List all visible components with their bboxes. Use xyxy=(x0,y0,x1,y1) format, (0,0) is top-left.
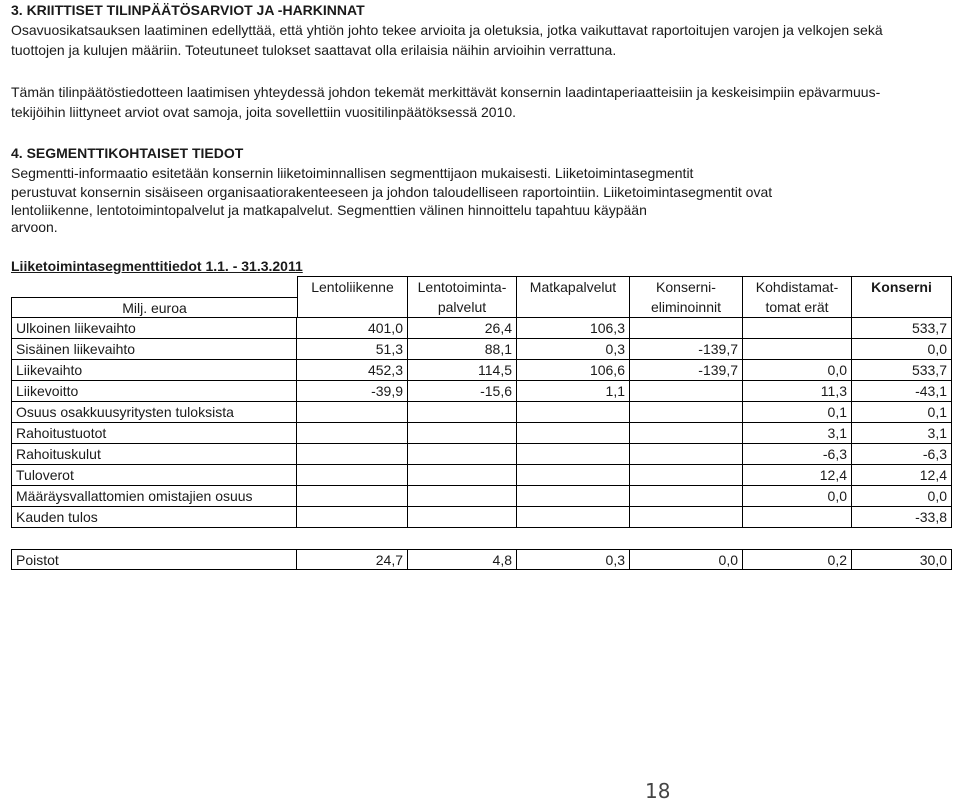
section-3-paragraph-2-line-1: Tämän tilinpäätöstiedotteen laatimisen yhteydessä johdon tekemät merkittävät konsernin laadintaperiaatteisiin ja keskeisimpiin epävarmuus- xyxy=(11,84,881,100)
table-title: Liiketoimintasegmenttitiedot 1.1. - 31.3.2011 xyxy=(11,258,303,274)
table-cell: 0,1 xyxy=(852,402,952,423)
table-row xyxy=(11,507,952,528)
table-cell: 0,3 xyxy=(517,549,630,570)
table-cell xyxy=(743,507,852,528)
table-cell xyxy=(297,402,408,423)
table-cell: eliminoinnit xyxy=(630,297,743,318)
table-cell: 24,7 xyxy=(297,549,408,570)
table-cell: -139,7 xyxy=(630,339,743,360)
page-number: 18 xyxy=(645,779,671,803)
table-cell: 3,1 xyxy=(852,423,952,444)
table-cell: Konserni xyxy=(852,276,952,297)
table-cell xyxy=(297,444,408,465)
table-cell: Konserni- xyxy=(630,276,743,297)
table-cell: -33,8 xyxy=(852,507,952,528)
table-cell xyxy=(517,423,630,444)
table-cell: 26,4 xyxy=(408,318,517,339)
table-cell xyxy=(630,507,743,528)
table-cell xyxy=(852,297,952,318)
table-cell: 401,0 xyxy=(297,318,408,339)
table-row xyxy=(11,423,952,444)
table-row xyxy=(11,339,952,360)
table-spacer xyxy=(11,528,952,549)
table-cell: 533,7 xyxy=(852,318,952,339)
table-cell xyxy=(517,465,630,486)
table-row xyxy=(11,318,952,339)
segment-table xyxy=(11,276,952,570)
table-cell xyxy=(630,423,743,444)
table-row xyxy=(11,381,952,402)
table-cell: Matkapalvelut xyxy=(517,276,630,297)
table-cell: Lentotoiminta- xyxy=(408,276,517,297)
row-label: Rahoitustuotot xyxy=(11,423,297,444)
table-cell: 3,1 xyxy=(743,423,852,444)
table-cell xyxy=(630,381,743,402)
table-row xyxy=(11,402,952,423)
table-cell xyxy=(297,486,408,507)
row-label: Liikevoitto xyxy=(11,381,297,402)
table-cell xyxy=(408,444,517,465)
table-cell: 106,3 xyxy=(517,318,630,339)
row-label xyxy=(11,276,297,297)
table-cell xyxy=(408,423,517,444)
section-4-line-2: perustuvat konsernin sisäiseen organisaatiorakenteeseen ja johdon taloudelliseen raportointiin. Liiketoimintasegmentit ovat xyxy=(11,184,773,200)
row-label: Rahoituskulut xyxy=(11,444,297,465)
table-row xyxy=(11,486,952,507)
table-cell: tomat erät xyxy=(743,297,852,318)
table-cell: 11,3 xyxy=(743,381,852,402)
table-cell xyxy=(630,444,743,465)
table-cell: -43,1 xyxy=(852,381,952,402)
table-cell: 88,1 xyxy=(408,339,517,360)
table-row xyxy=(11,360,952,381)
table-cell: 1,1 xyxy=(517,381,630,402)
table-cell xyxy=(743,339,852,360)
table-cell: 12,4 xyxy=(743,465,852,486)
table-cell xyxy=(630,486,743,507)
table-cell: 452,3 xyxy=(297,360,408,381)
section-4-line-1: Segmentti-informaatio esitetään konsernin liiketoiminnallisen segmenttijaon mukaisesti. Liiketoimintasegmentit xyxy=(11,165,694,181)
section-4-heading: 4. SEGMENTTIKOHTAISET TIEDOT xyxy=(11,145,244,161)
table-cell: 0,0 xyxy=(630,549,743,570)
table-cell xyxy=(517,507,630,528)
section-4-line-4: arvoon. xyxy=(11,219,58,235)
table-cell: -6,3 xyxy=(852,444,952,465)
table-cell: -39,9 xyxy=(297,381,408,402)
table-cell: 0,1 xyxy=(743,402,852,423)
table-cell xyxy=(517,444,630,465)
table-cell: palvelut xyxy=(408,297,517,318)
table-cell: 0,3 xyxy=(517,339,630,360)
table-cell xyxy=(297,423,408,444)
table-cell xyxy=(517,297,630,318)
table-header-row-1 xyxy=(11,276,952,297)
row-label: Tuloverot xyxy=(11,465,297,486)
table-row xyxy=(11,444,952,465)
row-label: Milj. euroa xyxy=(11,297,297,318)
table-cell: -15,6 xyxy=(408,381,517,402)
section-3-heading: 3. KRIITTISET TILINPÄÄTÖSARVIOT JA -HARKINNAT xyxy=(11,2,365,18)
table-cell: 12,4 xyxy=(852,465,952,486)
table-cell: 0,0 xyxy=(743,486,852,507)
table-cell xyxy=(630,465,743,486)
table-cell xyxy=(408,507,517,528)
row-label: Kauden tulos xyxy=(11,507,297,528)
table-cell: 106,6 xyxy=(517,360,630,381)
table-cell xyxy=(408,402,517,423)
row-label: Poistot xyxy=(11,549,297,570)
table-cell: 0,0 xyxy=(743,360,852,381)
row-label: Osuus osakkuusyritysten tuloksista xyxy=(11,402,297,423)
table-cell: -6,3 xyxy=(743,444,852,465)
table-cell xyxy=(630,318,743,339)
row-label: Sisäinen liikevaihto xyxy=(11,339,297,360)
section-3-paragraph-1-line-2: tuottojen ja kulujen määriin. Toteutuneet tulokset saattavat olla erilaisia näihin arvioihin verrattuna. xyxy=(11,42,617,58)
table-cell xyxy=(297,465,408,486)
table-header-row-2 xyxy=(11,297,952,318)
table-row-poistot xyxy=(11,549,952,570)
table-cell: 51,3 xyxy=(297,339,408,360)
table-cell xyxy=(408,465,517,486)
table-cell xyxy=(297,297,408,318)
table-cell xyxy=(297,507,408,528)
table-cell xyxy=(408,486,517,507)
table-cell xyxy=(743,318,852,339)
table-row xyxy=(11,465,952,486)
table-cell: 30,0 xyxy=(852,549,952,570)
table-cell xyxy=(517,486,630,507)
table-cell: 114,5 xyxy=(408,360,517,381)
table-cell xyxy=(630,402,743,423)
table-cell: 0,0 xyxy=(852,339,952,360)
row-label: Ulkoinen liikevaihto xyxy=(11,318,297,339)
row-label: Määräysvallattomien omistajien osuus xyxy=(11,486,297,507)
table-cell: -139,7 xyxy=(630,360,743,381)
table-cell: Lentoliikenne xyxy=(297,276,408,297)
table-cell: 0,2 xyxy=(743,549,852,570)
table-cell xyxy=(517,402,630,423)
section-4-line-3: lentoliikenne, lentotoimintopalvelut ja matkapalvelut. Segmenttien välinen hinnoittelu tapahtuu käypään xyxy=(11,202,647,218)
table-cell: 0,0 xyxy=(852,486,952,507)
table-cell: 533,7 xyxy=(852,360,952,381)
table-cell: Kohdistamat- xyxy=(743,276,852,297)
section-3-paragraph-2-line-2: tekijöihin liittyneet arviot ovat samoja, joita sovellettiin vuositilinpäätöksessä 2010. xyxy=(11,104,517,120)
table-cell: 4,8 xyxy=(408,549,517,570)
row-label: Liikevaihto xyxy=(11,360,297,381)
section-3-paragraph-1-line-1: Osavuosikatsauksen laatiminen edellyttää, että yhtiön johto tekee arvioita ja oletuksia, jotka vaikuttavat raportoitujen varojen ja velkojen sekä xyxy=(11,22,883,38)
